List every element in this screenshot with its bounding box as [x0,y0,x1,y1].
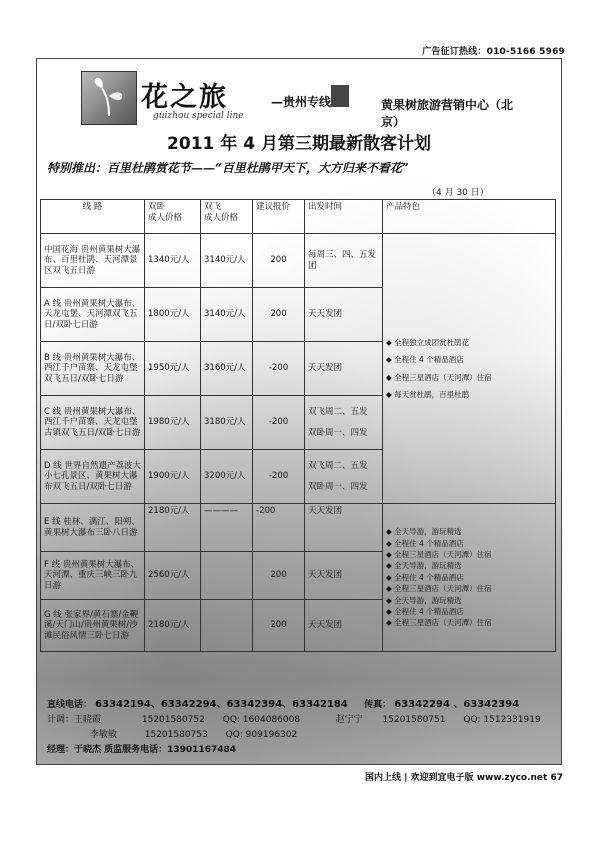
route-cell: C 线 贵州黄果树大瀑布、西江千户苗寨、天龙屯堡古镇双飞五日/双卧七日游 [41,396,145,450]
departure-cell [305,450,383,504]
route-cell: F 线 贵州黄果树大瀑布、天河潭、重庆三峡三卧九日游 [41,552,145,600]
advertisement-frame [36,58,562,765]
feature-item: ◆ 全程住 4 个精品酒店 [386,355,464,365]
route-cell: 中国花海 贵州黄果树大瀑布、百里杜鹃、天河潭景区双飞五日游 [41,234,145,288]
feature-item: ◆ 全程独立成团赏杜鹃花 [386,337,470,347]
brand-english: guizhou special line [153,111,244,121]
header-dbl [201,200,253,234]
air-price: 2180元/人 [145,504,201,552]
dbl-price: 3180元/人 [201,396,253,450]
dep-line: 双卧周一、四发 [308,427,368,438]
ad-hotline: 广告征订热线：010-5166 5969 [422,47,565,57]
departure-cell: 天天发团 [305,552,383,600]
dep-line: 双飞周二、五发 [308,460,368,471]
page-footer: 国内上线 | 欢迎到宜电子版 www.zyco.net 67 [365,773,563,783]
feature-item: ◆ 每天赏杜鹃，百里杜鹃 [386,389,470,399]
header-air-bottom: 成人价格 [148,212,183,223]
contact-qq: QQ: 1512331919 [463,715,541,725]
suggest-price: 200 [253,234,305,288]
dbl-price: ———— [201,504,253,552]
fax-numbers: 63342294 、63342394 [394,699,520,710]
fax-label: 传真： [364,700,392,710]
contact-name: 计调：王晓霞 [47,715,102,725]
air-price: 2560元/人 [145,552,201,600]
line-label: —贵州专线 [271,95,332,109]
contact-mobile: 15201580752 [141,715,205,725]
contact-name: 赵宁宁 [335,715,363,725]
departure-cell: 天天发团 [305,288,383,342]
header-feat: 产品特色 [383,200,556,234]
departure-cell: 每周三、四、五发团 [305,234,383,288]
feature-item: ◆ 全程住 4 个精品酒店 [386,538,464,548]
header-price: 建议报价 [253,200,305,234]
dbl-price: 3160元/人 [201,342,253,396]
feature-item: ◆ 全程住 4 个精品酒店 [386,572,464,582]
route-cell: E 线 桂林、漓江、阳朔、黄果树大瀑布三卧八日游 [41,504,145,552]
dbl-price: 3200元/人 [201,450,253,504]
contact-row [47,728,541,743]
feature-item: ◆ 全程三星酒店（天河潭）住宿 [386,584,492,594]
air-price: 1800元/人 [145,288,201,342]
route-cell: A 线 贵州黄果树大瀑布、天龙屯堡、天河潭双飞五日/双卧七日游 [41,288,145,342]
header-route: 线 路 [41,200,145,234]
departure-cell: 天天发团 [305,600,383,652]
suggest-price: -200 [253,450,305,504]
plans-table [40,199,556,652]
suggest-price: -200 [253,504,305,552]
suggest-price: -200 [253,396,305,450]
dbl-price [201,552,253,600]
dbl-price [201,600,253,652]
air-price: 2180元/人 [145,600,201,652]
dbl-price: 3140元/人 [201,288,253,342]
contact-block [47,697,541,758]
feature-item: ◆ 全天导游，游玩精选 [386,595,462,605]
suggest-price: 200 [253,600,305,652]
air-price: 1340元/人 [145,234,201,288]
route-cell: B 线 贵州黄果树大瀑布、西江千户苗寨、天龙屯堡双飞五日/双卧七日游 [41,342,145,396]
departure-cell: 天天发团 [305,504,383,552]
phone-row [47,697,541,713]
feature-item: ◆ 全程三星酒店（天河潭）住宿 [386,372,492,382]
contact-name: 李敏敏 [89,730,117,740]
feature-item: ◆ 全程住 4 个精品酒店 [386,606,464,616]
suggest-price: -200 [253,342,305,396]
header-air [145,200,201,234]
features-efg [383,504,556,652]
table-header-row [41,200,556,234]
suggest-price: 200 [253,288,305,342]
date-note: （4 月 30 日） [427,188,489,198]
contact-mobile: 15201580753 [144,730,208,740]
brand-banner [81,69,517,127]
brand-name: 花之旅 [141,82,228,113]
feature-item: ◆ 全程三星酒店（天河潭）住宿 [386,618,492,628]
air-price: 1950元/人 [145,342,201,396]
departure-cell: 天天发团 [305,342,383,396]
route-cell: G 线 张家界/黄石寨/金鞭溪/天门山/贵州黄果树/沙滩民俗风情三卧七日游 [41,600,145,652]
marketing-center: 黄果树旅游营销中心（北京） [381,98,514,129]
contact-qq: QQ: 1604086008 [222,715,301,725]
table-row [41,234,556,288]
phone-numbers: 63342194、63342294、63342394、63342184 [95,699,348,710]
table-row [41,504,556,552]
page-title: 2011 年 4 月第三期最新散客计划 [167,134,431,154]
dep-line: 双飞周二、五发 [308,406,368,417]
features-main [383,234,556,504]
header-dep: 出发时间 [305,200,383,234]
header-dbl-bottom: 成人价格 [204,212,239,223]
mark-icon [331,85,349,107]
phone-label: 直线电话： [47,700,93,710]
feature-item: ◆ 全程三星酒店（天河潭）住宿 [386,550,492,560]
manager-row: 经理：于晓杰 质监服务电话：13901167484 [47,745,237,755]
dep-line: 双卧周一、四发 [308,481,368,492]
contact-row [47,713,541,728]
flower-logo-icon [81,71,137,125]
dbl-price: 3140元/人 [201,234,253,288]
route-cell: D 线 世界自然遗产荔波大小七孔景区、黄果树大瀑布双飞五日/双卧七日游 [41,450,145,504]
suggest-price: 200 [253,552,305,600]
contact-qq: QQ: 909196302 [225,730,298,740]
contact-mobile: 15201580751 [382,715,446,725]
air-price: 1900元/人 [145,450,201,504]
departure-cell [305,396,383,450]
header-air-top: 双卧 [148,202,166,212]
feature-item: ◆ 全天导游，游玩精选 [386,527,462,537]
feature-item: ◆ 全天导游，游玩精选 [386,561,462,571]
air-price: 1980元/人 [145,396,201,450]
promo-line: 特别推出：百里杜鹃赏花节——“百里杜鹃甲天下，大方归来不看花” [47,161,409,175]
header-dbl-top: 双飞 [204,202,222,212]
